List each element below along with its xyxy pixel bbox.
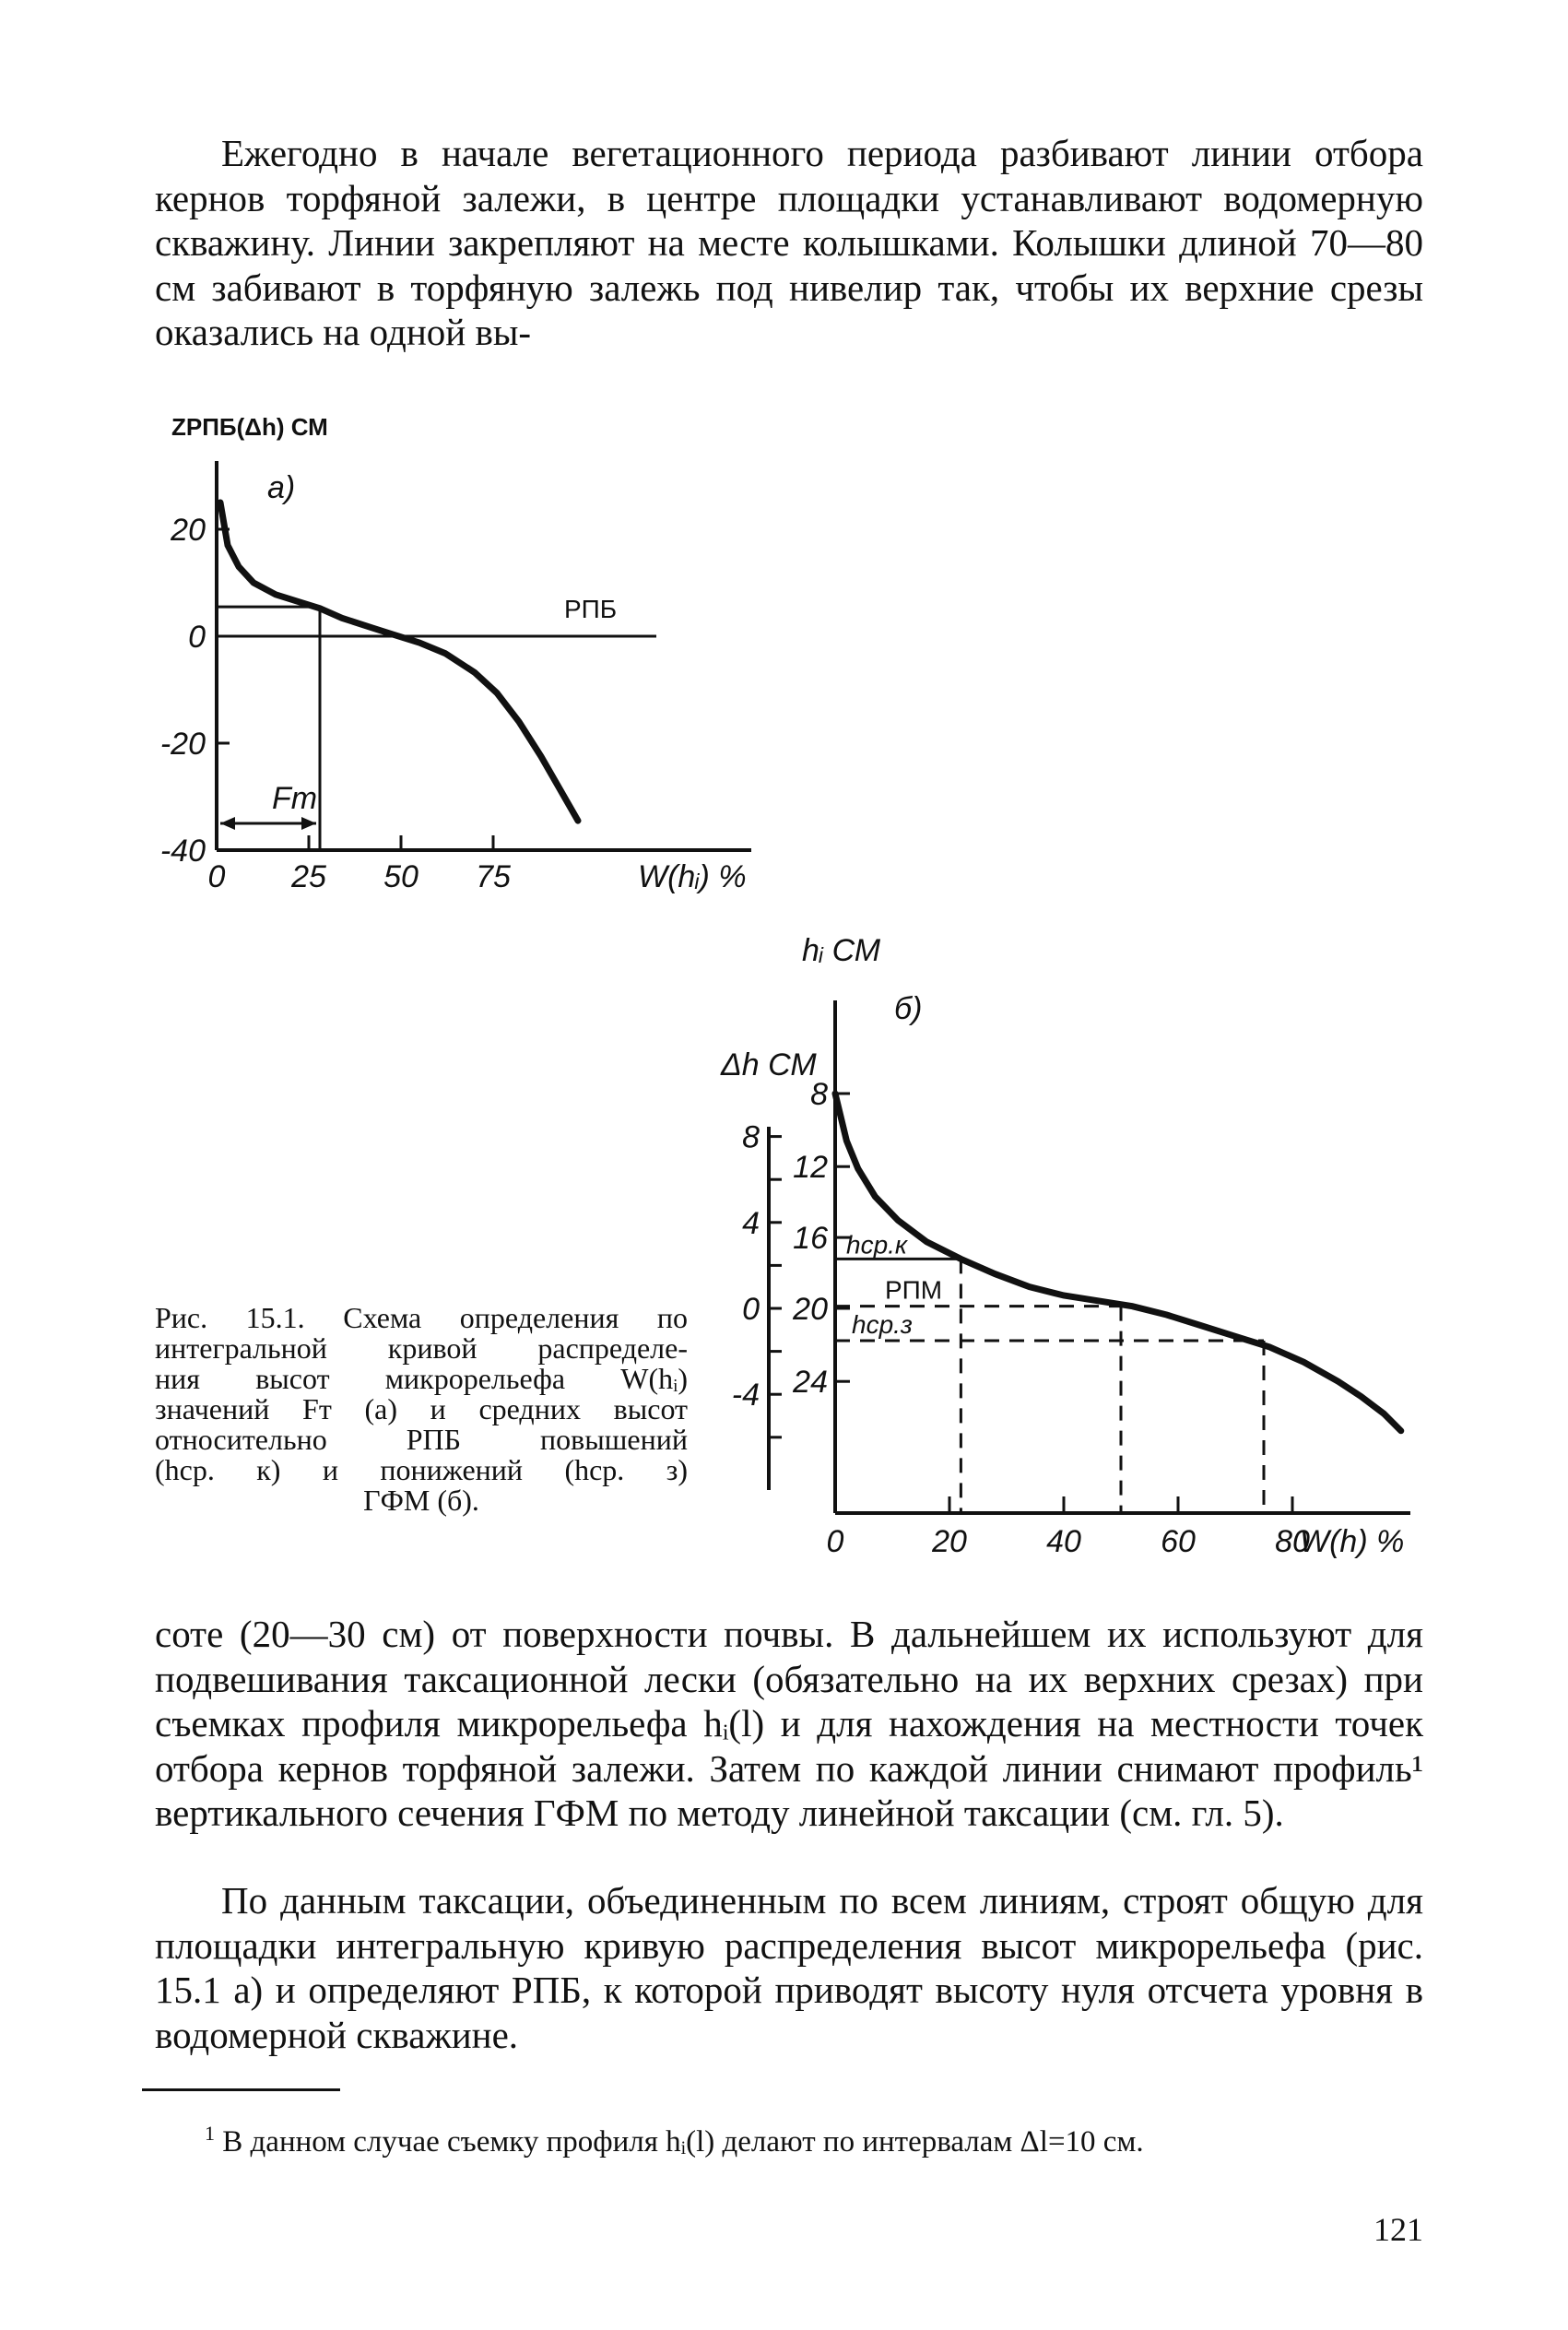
chart-a-y-tick-label: 20 [171,513,206,548]
footnote-text: В данном случае съемку профиля hᵢ(l) делают по интервалам Δl=10 см. [215,2125,1144,2159]
chart-a-x-label: W(hᵢ) % [638,859,747,894]
caption-line: относительно РПБ повышений [155,1423,688,1456]
chart-a-ylabel: ZРПБ(Δh) СМ [171,413,328,441]
caption-line: ГФМ (б). [363,1484,479,1517]
chart-b-right-tick-label: 16 [793,1221,828,1257]
chart-b-x-tick-label: 80 [1275,1524,1310,1559]
paragraph-method: По данным таксации, объединенным по всем линиям, строят общую для площадки интегральную кривую распределения высот микрорельефа (рис. 15.1 а) и определяют РПБ, к которой приводят высоту нуля отсчета уровня в водомерной скважине. [155,1879,1423,2056]
chart-b-hsrk-label: hср.к [846,1230,908,1260]
chart-a-curve [220,503,578,821]
chart-a-panel-label: а) [267,470,296,505]
chart-a-ft-arrowhead-right [301,817,316,830]
chart-b-x-label: W(h) % [1300,1524,1405,1559]
chart-b-curve [835,1094,1401,1431]
chart-a-ft-label: Fт [272,781,318,816]
caption-line: ния высот микрорельефа W(hᵢ) [155,1362,688,1395]
chart-a-y-tick-label: -20 [159,727,206,762]
chart-a-x-tick-label: 75 [476,859,511,894]
chart-b-panel-label: б) [894,991,923,1026]
footnote [205,2115,1423,2160]
chart-b-left-tick-label: 8 [742,1119,760,1155]
caption-line: (hср. к) и понижений (hср. з) [155,1453,688,1486]
chart-a-y-tick-label: -40 [159,834,206,869]
chart-b-left-tick-label: 0 [742,1292,760,1327]
footnote-divider [142,2088,340,2091]
chart-b-left-tick-label: 4 [742,1205,760,1241]
chart-a-y-tick-label: 0 [188,620,206,655]
chart-b-x-tick-label: 60 [1161,1524,1196,1559]
footnote-mark: 1 [205,2122,215,2145]
chart-b-ylabel-right: hᵢ СМ [802,933,881,968]
chart-b [720,933,1410,1559]
paragraph-intro: Ежегодно в начале вегетационного периода разбивают линии отбора кернов торфяной залежи, в центре площадки устанавливают водомерную скважину. Линии закрепляют на месте колышками. Колышки длиной 70—80 см забивают в торфяную залежь под нивелир так, чтобы их верхние срезы оказались на одной вы- [155,132,1423,353]
chart-b-x-tick-label: 0 [826,1524,844,1559]
chart-b-x-tick-label: 20 [932,1524,967,1559]
chart-a-x-tick-label: 0 [207,859,226,894]
figure-caption [155,1303,688,1516]
chart-b-ylabel-left: Δh СМ [721,1047,817,1082]
chart-b-hsrz-label: hср.з [852,1309,913,1339]
paragraph-continuation: соте (20—30 см) от поверхности почвы. В дальнейшем их используют для подвешивания таксационной лески (обязательно на их верхних срезах) при съемках профиля микрорельефа hᵢ(l) и для нахождения на местности точек отбора кернов торфяной залежи. Затем по каждой линии снимают профиль¹ вертикального сечения ГФМ по методу линейной таксации (см. гл. 5). [155,1613,1423,1834]
caption-line: значений Fт (а) и средних высот [155,1392,688,1425]
chart-b-right-tick-label: 20 [793,1292,828,1327]
chart-a-x-tick-label: 25 [291,859,326,894]
caption-line: интегральной кривой распределе- [155,1331,688,1365]
chart-a-ft-arrowhead-left [220,817,235,830]
chart-b-rpm-label: РПМ [885,1275,943,1305]
chart-b-right-tick-label: 12 [793,1150,828,1186]
chart-b-left-tick-label: -4 [731,1378,760,1413]
chart-b-right-tick-label: 24 [793,1365,828,1401]
chart-a-x-tick-label: 50 [383,859,419,894]
chart-b-x-tick-label: 40 [1046,1524,1081,1559]
chart-a [160,413,751,894]
chart-b-right-tick-label: 8 [810,1077,828,1112]
chart-a-rpb-label: РПБ [564,595,618,623]
page-number: 121 [1373,2211,1423,2248]
caption-line: Рис. 15.1. Схема определения по [155,1301,688,1334]
